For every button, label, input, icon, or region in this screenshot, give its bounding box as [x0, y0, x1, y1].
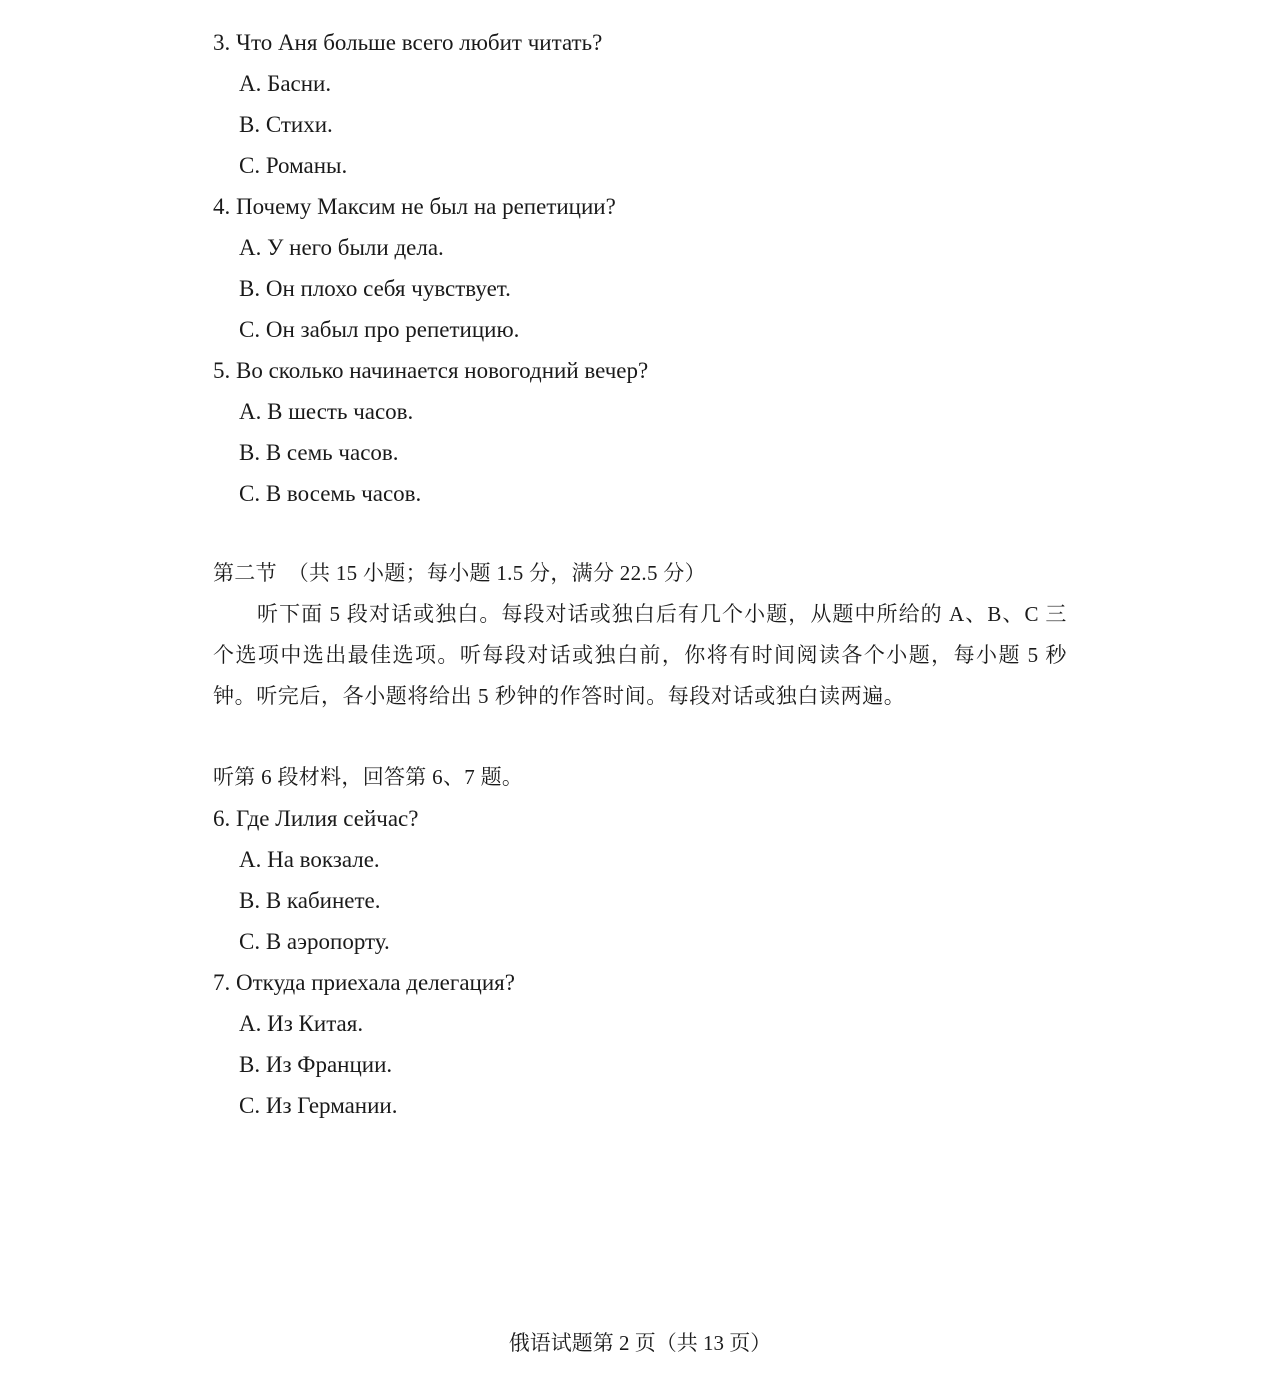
question-6-option-b: B. В кабинете. — [239, 888, 381, 913]
question-5-option-c: C. В восемь часов. — [239, 481, 422, 506]
question-5-option-a: A. В шесть часов. — [239, 399, 414, 424]
question-7-text: 7. Откуда приехала делегация? — [213, 970, 515, 995]
question-6-option-a: A. На вокзале. — [239, 847, 380, 872]
question-7-option-b: B. Из Франции. — [239, 1052, 393, 1077]
question-4-option-b: B. Он плохо себя чувствует. — [239, 276, 511, 301]
question-6 — [213, 798, 1113, 962]
question-5-text: 5. Во сколько начинается новогодний вечер? — [213, 358, 649, 383]
page-footer: 俄语试题第 2 页（共 13 页） — [508, 1331, 772, 1355]
question-3-option-c: C. Романы. — [239, 153, 348, 178]
question-4 — [213, 186, 1113, 350]
questions-6-7 — [213, 757, 1113, 1126]
question-4-option-c: C. Он забыл про репетицию. — [239, 317, 520, 342]
question-5 — [213, 350, 1113, 514]
section-2-heading: 第二节 （共 15 小题；每小题 1.5 分，满分 22.5 分） — [213, 561, 706, 585]
questions-3-5 — [213, 22, 1113, 514]
question-3-option-b: B. Стихи. — [239, 112, 333, 137]
question-4-text: 4. Почему Максим не был на репетиции? — [213, 194, 616, 219]
question-7-option-a: A. Из Китая. — [239, 1011, 364, 1036]
question-3-text: 3. Что Аня больше всего любит читать? — [213, 30, 603, 55]
question-7-option-c: C. Из Германии. — [239, 1093, 398, 1118]
question-3 — [213, 22, 1113, 186]
question-4-option-a: A. У него были дела. — [239, 235, 444, 260]
question-6-option-c: C. В аэропорту. — [239, 929, 390, 954]
material-note: 听第 6 段材料，回答第 6、7 题。 — [213, 765, 524, 789]
question-5-option-b: B. В семь часов. — [239, 440, 399, 465]
section-2 — [213, 553, 1113, 717]
question-7 — [213, 962, 1113, 1126]
section-2-instructions: 听下面 5 段对话或独白。每段对话或独白后有几个小题，从题中所给的 A、B、C 三个选项中选出最佳选项。听每段对话或独白前，你将有时间阅读各个小题，每小题 5 秒钟。听完后，各小题将给出 5 秒钟的作答时间。每段对话或独白读两遍。 — [213, 602, 1067, 708]
question-3-option-a: A. Басни. — [239, 71, 332, 96]
question-6-text: 6. Где Лилия сейчас? — [213, 806, 419, 831]
